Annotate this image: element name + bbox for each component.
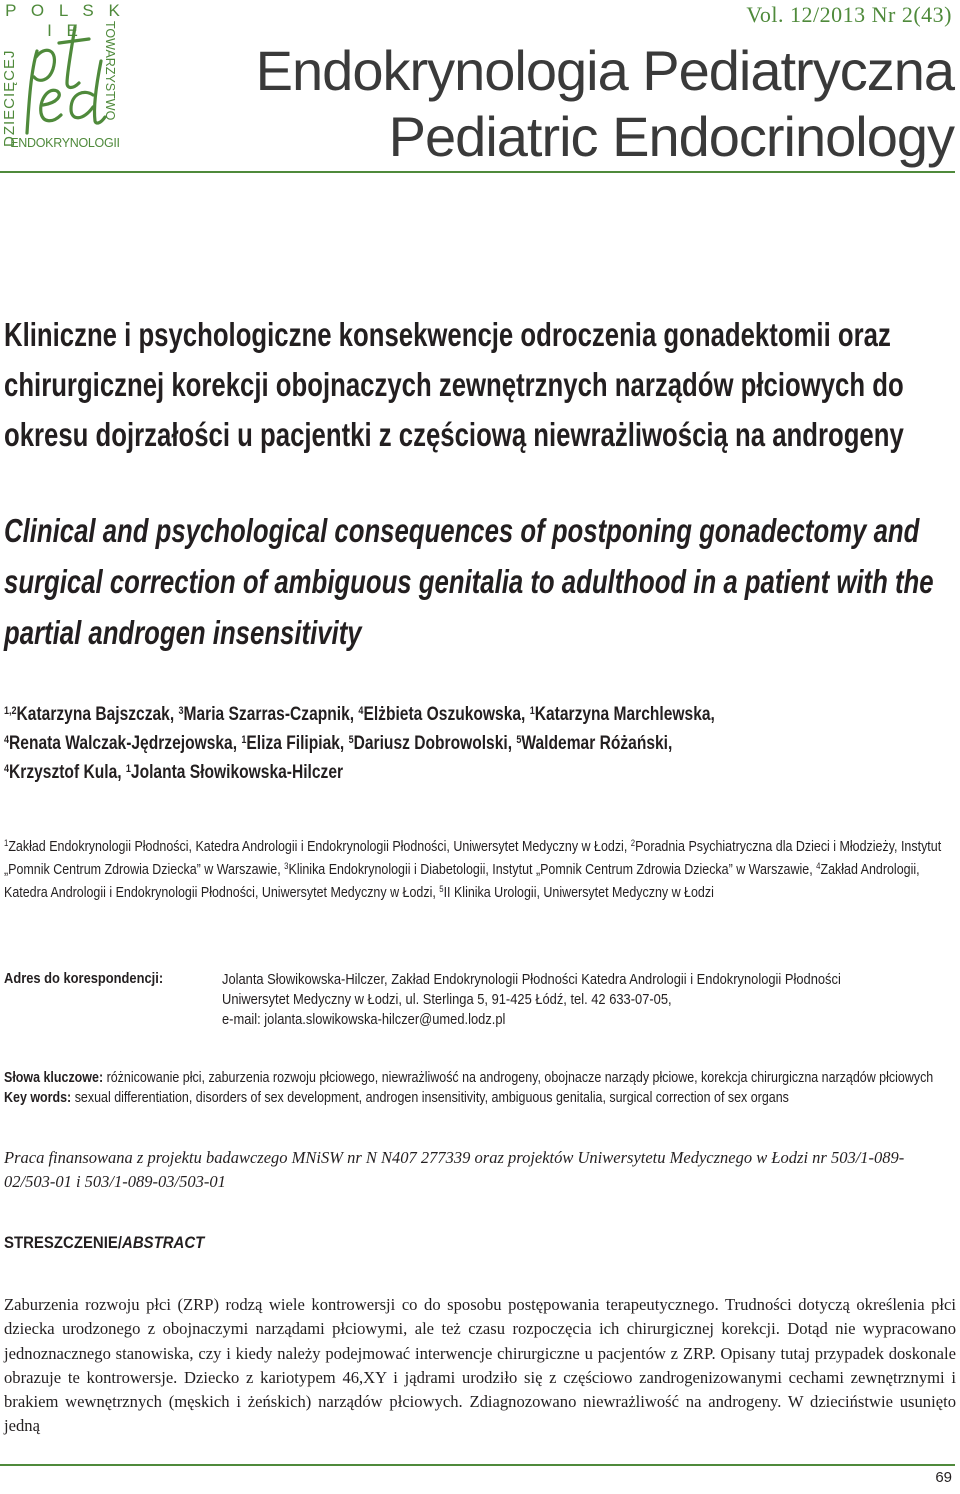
keywords-pl: Słowa kluczowe: różnicowanie płci, zaburzenia rozwoju płciowego, niewrażliwość na androgeny, obojnacze narządy płciowe, korekcja chirurgiczna narządów płciowych xyxy=(4,1070,934,1086)
journal-title-en: Pediatric Endocrinology xyxy=(388,105,954,168)
keywords-en: Key words: sexual differentiation, disorders of sex development, androgen insensitivity, ambiguous genitalia, surgical correction of sex organs xyxy=(4,1090,789,1106)
author-item: $^4$Elżbieta Oszukowska xyxy=(358,704,522,725)
society-logo xyxy=(3,3,127,153)
affiliations: $^1$Zakład Endokrynologii Płodności, Katedra Andrologii i Endokrynologii Płodności, Uniwersytet Medyczny w Łodzi, $^2$Poradnia Psychiatryczna dla Dzieci i Młodzieży, Instytut „Pomnik Centrum Zdrowia Dziecka” w Warszawie, $^3$Klinika Endokrynologii i Diabetologii, Instytut „Pomnik Centrum Zdrowia Dziecka” w Warszawie, $^4$Zakład Andrologii, Katedra Andrologii i Endokrynologii Płodności, Uniwersytet Medyczny w Łodzi, $^5$II Klinika Urologii, Uniwersytet Medyczny w Łodzi xyxy=(4,838,942,901)
correspondence-email: e-mail: jolanta.slowikowska-hilczer@umed.lodz.pl xyxy=(222,1011,506,1028)
abstract-text: Zaburzenia rozwoju płci (ZRP) rodzą wiele kontrowersji co do sposobu postępowania terapeutycznego. Trudności dotyczą określenia płci dziecka urodzonego z obojnaczymi narządami płciowymi, ale też czasu rozpoczęcia ich chirurgicznej korekcji. Dotąd nie wypracowano jednoznacznego stanowiska, czy i kiedy należy podejmować interwencje chirurgiczne u pacjentów z ZRP. Opisany tutaj przypadek doskonale obrazuje te kontrowersje. Dziecko z kariotypem 46,XY i jądrami urodziło się z częściowo zandrogenizowanymi cechami zewnętrznymi i brakiem wewnętrznych (męskich i żeńskich) narządów płciowych. Zdiagnozowano niewrażliwość na androgeny. W dzieciństwie usunięto jedną xyxy=(4,1295,956,1436)
author-item: $^3$Maria Szarras-Czapnik xyxy=(178,704,350,725)
author-list: $^{1,2}$Katarzyna Bajszczak, $^3$Maria Szarras-Czapnik, $^4$Elżbieta Oszukowska, $^1$Katarzyna Marchlewska, $^4$Renata Walczak-Jędrzejowska, $^1$Eliza Filipiak, $^5$Dariusz Dobrowolski, $^5$Waldemar Różański, $^4$Krzysztof Kula, $^1$Jolanta Słowikowska-Hilczer xyxy=(4,704,715,783)
logo-text-top: P O L S K I E xyxy=(5,1,125,40)
author-item: $^1$Eliza Filipiak xyxy=(241,733,340,754)
logo-text-left: DZIECIĘCEJ xyxy=(1,49,18,147)
correspondence-address: Jolanta Słowikowska-Hilczer, Zakład Endokrynologii Płodności Katedra Andrologii i Endokrynologii Płodności Uniwersytet Medyczny w Łodzi, ul. Sterlinga 5, 91-425 Łódź, tel. 42 633-07-05, e-mail: jolanta.slowikowska-hilczer@umed.lodz.pl xyxy=(222,970,953,1030)
page-number: 69 xyxy=(935,1469,952,1486)
volume-info: Vol. 12/2013 Nr 2(43) xyxy=(746,2,952,27)
keywords xyxy=(4,1068,941,1108)
author-item: $^4$Krzysztof Kula xyxy=(4,762,118,783)
author-item: $^5$Dariusz Dobrowolski xyxy=(348,733,508,754)
header-divider xyxy=(0,171,955,173)
logo-text-right: TOWARZYSTWO xyxy=(103,21,117,121)
footer-divider xyxy=(0,1464,955,1466)
abstract-heading: STRESZCZENIE/ABSTRACT xyxy=(4,1233,205,1252)
author-item: $^4$Renata Walczak-Jędrzejowska xyxy=(4,733,233,754)
article-title-en: Clinical and psychological consequences of postponing gonadectomy and surgical correction of ambiguous genitalia to adulthood in a patient with the partial androgen insensitivity xyxy=(4,512,934,651)
pted-monogram-icon xyxy=(23,21,109,139)
author-item: $^5$Waldemar Różański xyxy=(516,733,669,754)
journal-title-pl: Endokrynologia Pediatryczna xyxy=(255,39,954,102)
funding-note: Praca finansowana z projektu badawczego MNiSW nr N N407 277339 oraz projektów Uniwersytetu Medycznego w Łodzi nr 503/1-089-02/503-01 i 503/1-089-03/503-01 xyxy=(4,1148,905,1191)
author-item: $^{1,2}$Katarzyna Bajszczak xyxy=(4,704,170,725)
logo-text-bottom: ENDOKRYNOLOGII xyxy=(10,136,120,150)
author-item: $^1$Jolanta Słowikowska-Hilczer xyxy=(125,762,344,783)
correspondence-label: Adres do korespondencji: xyxy=(4,970,164,987)
article-title-pl: Kliniczne i psychologiczne konsekwencje odroczenia gonadektomii oraz chirurgicznej korekcji obojnaczych zewnętrznych narządów płciowych do okresu dojrzałości u pacjentki z częściową niewrażliwością na androgeny xyxy=(4,316,904,453)
author-item: $^1$Katarzyna Marchlewska xyxy=(529,704,711,725)
